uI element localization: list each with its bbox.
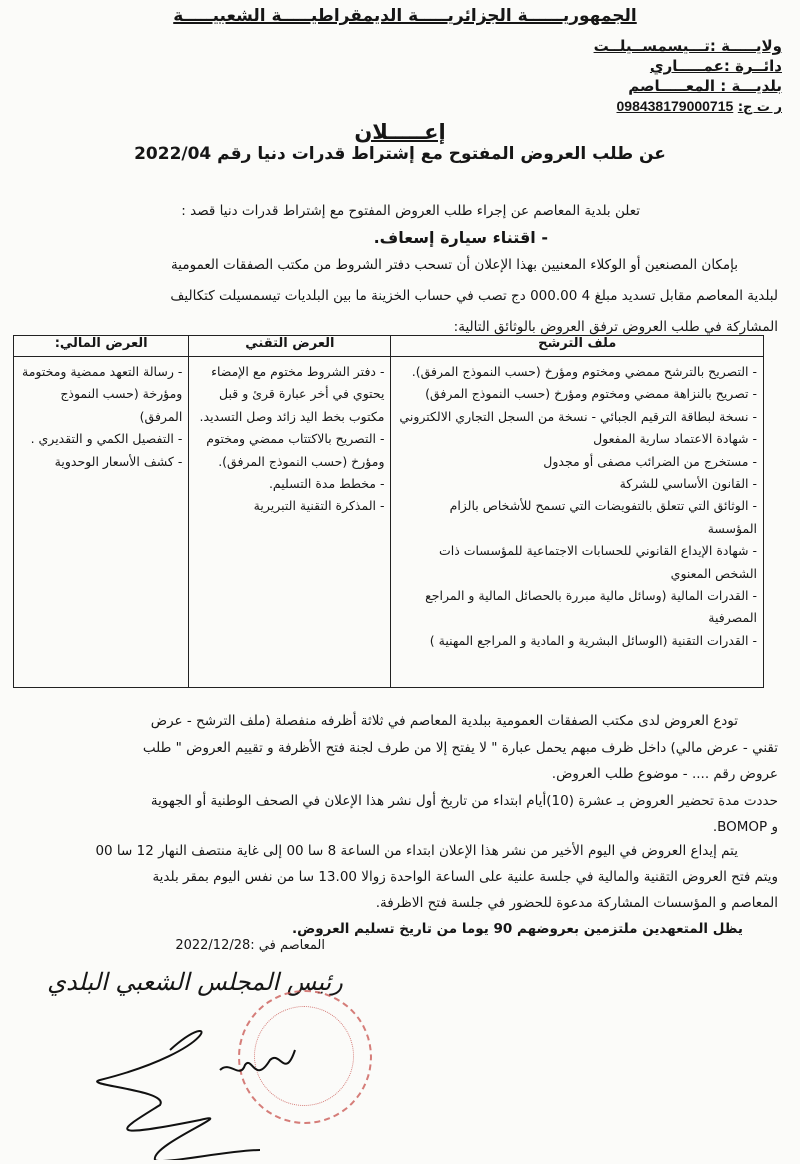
tax-id — [532, 96, 782, 118]
list-item: - التفصيل الكمي و التقديري . — [30, 431, 183, 447]
timing-line: المعاصم و المؤسسات المشاركة مدعوة للحضور في جلسة فتح الاظرفة. — [375, 895, 778, 911]
announcement-subtitle: عن طلب العروض المفتوح مع إشتراط قدرات دنيا رقم 2022/04 — [134, 144, 666, 164]
handwritten-signature-icon — [80, 1010, 380, 1160]
preparation-line: و BOMOP. — [712, 819, 778, 835]
candidature-cell — [391, 357, 764, 688]
list-item: - نسخة لبطاقة الترقيم الجبائي - نسخة من السجل التجاري الالكتروني — [399, 408, 757, 424]
deposit-line: تودع العروض لدى مكتب الصفقات العمومية ببلدية المعاصم في ثلاثة أظرفه منفصلة (ملف الترشح - عرض — [150, 713, 738, 729]
announcement-title: إعـــــلان — [354, 120, 446, 144]
header-candidature: ملف الترشح — [391, 336, 764, 357]
availability-line: بإمكان المصنعين أو الوكلاء المعنيين بهذا الإعلان أن تسحب دفتر الشروط من مكتب الصفقات العمومية — [171, 257, 738, 273]
administrative-block — [532, 36, 782, 118]
list-item: - التصريح بالاكتتاب ممضي ومختوم ومؤرخ (حسب النموذج المرفق). — [206, 431, 385, 469]
timing-line: يتم إيداع العروض في اليوم الأخير من نشر هذا الإعلان ابتداء من الساعة 8 سا 00 إلى غاية منتصف النهار 12 سا 00 — [95, 843, 738, 859]
commune: بلديـــة : المعـــــاصم — [628, 77, 782, 95]
daira: دائــرة :عمـــــاري — [649, 57, 782, 75]
list-item: - شهادة الاعتماد سارية المفعول — [593, 431, 757, 447]
header-technical: العرض التقني — [189, 336, 391, 357]
list-item: - الوثائق التي تتعلق بالتفويضات التي تسمح للأشخاص بالزام المؤسسة — [449, 498, 757, 536]
preparation-line: حددت مدة تحضير العروض بـ عشرة (10)أيام ابتداء من تاريخ أول نشر هذا الإعلان في الصحف الوطنية أو الجهوية — [150, 792, 778, 809]
list-item: - القانون الأساسي للشركة — [619, 476, 757, 492]
availability-line: لبلدية المعاصم مقابل تسديد مبلغ 4 000.00 دج تصب في حساب الخزينة ما بين البلديات تيسمسيلت كتكاليف — [170, 288, 778, 304]
deposit-paragraph — [18, 708, 778, 841]
tender-object: - اقتناء سيارة إسعاف. — [373, 228, 548, 247]
list-item: - مستخرج من الضرائب مصفى أو مجدول — [543, 453, 757, 469]
republic-heading: الجمهوريــــــة الجزائريـــــة الديمقراطيـــــة الشعبيـــــة — [173, 6, 637, 26]
list-item: - شهادة الإيداع القانوني للحسابات الاجتماعية للمؤسسات ذات الشخص المعنوي — [438, 543, 757, 581]
deposit-line: عروض رقم .... - موضوع طلب العروض. — [551, 766, 778, 782]
required-documents-table — [13, 335, 764, 688]
table-header-row — [14, 336, 764, 357]
signatory-title: رئيس المجلس الشعبي البلدي — [47, 968, 343, 996]
list-item: - التصريح بالترشح ممضي ومختوم ومؤرخ (حسب النموذج المرفق). — [411, 364, 757, 379]
validity-paragraph: يظل المتعهدين ملتزمين بعروضهم 90 يوما من تاريخ تسليم العروض. — [292, 921, 743, 937]
place-and-date: المعاصم في :2022/12/28 — [175, 938, 325, 953]
list-item: - القدرات التقنية (الوسائل البشرية و المادية و المراجع المهنية ) — [429, 632, 757, 648]
list-item: - رسالة التعهد ممضية ومختومة ومؤرخة (حسب النموذج المرفق) — [22, 364, 183, 424]
timing-paragraph — [18, 838, 778, 916]
timing-line: ويتم فتح العروض التقنية والمالية في جلسة علنية على الساعة الواحدة زوالا 13.00 سا من نفس اليوم بمقر بلدية — [152, 869, 778, 885]
list-item: - دفتر الشروط مختوم مع الإمضاء يحتوي في أخر عبارة قرئ و قبل مكتوب بخط اليد زائد وصل التسديد. — [199, 364, 385, 424]
list-item: - القدرات المالية (وسائل مالية مبررة بالحصائل المالية و المراجع المصرفية — [425, 588, 757, 626]
wilaya: ولايـــــة :تـــيسمســيلــت — [593, 37, 782, 55]
tax-id-label: ر ت ج: — [737, 100, 782, 115]
table-row — [14, 357, 764, 688]
header-financial: العرض المالي: — [14, 336, 189, 357]
tax-id-number: 098438179000715 — [616, 98, 734, 114]
list-item: - المذكرة التقنية التبريرية — [253, 498, 385, 514]
financial-cell — [14, 357, 189, 688]
deposit-line: تقني - عرض مالي) داخل ظرف مبهم يحمل عبارة " لا يفتح إلا من طرف لجنة فتح الأظرفة و تقييم العروض " طلب — [142, 739, 778, 756]
list-item: - تصريح بالنزاهة ممضي ومختوم ومؤرخ (حسب النموذج المرفق) — [425, 386, 757, 402]
availability-line: المشاركة في طلب العروض ترفق العروض بالوثائق التالية: — [453, 319, 778, 335]
availability-paragraph — [18, 250, 778, 343]
list-item: - مخطط مدة التسليم. — [268, 476, 385, 492]
intro-paragraph: تعلن بلدية المعاصم عن إجراء طلب العروض المفتوح مع إشتراط قدرات دنيا قصد : — [181, 203, 640, 219]
technical-cell — [189, 357, 391, 688]
list-item: - كشف الأسعار الوحدوية — [54, 453, 183, 469]
